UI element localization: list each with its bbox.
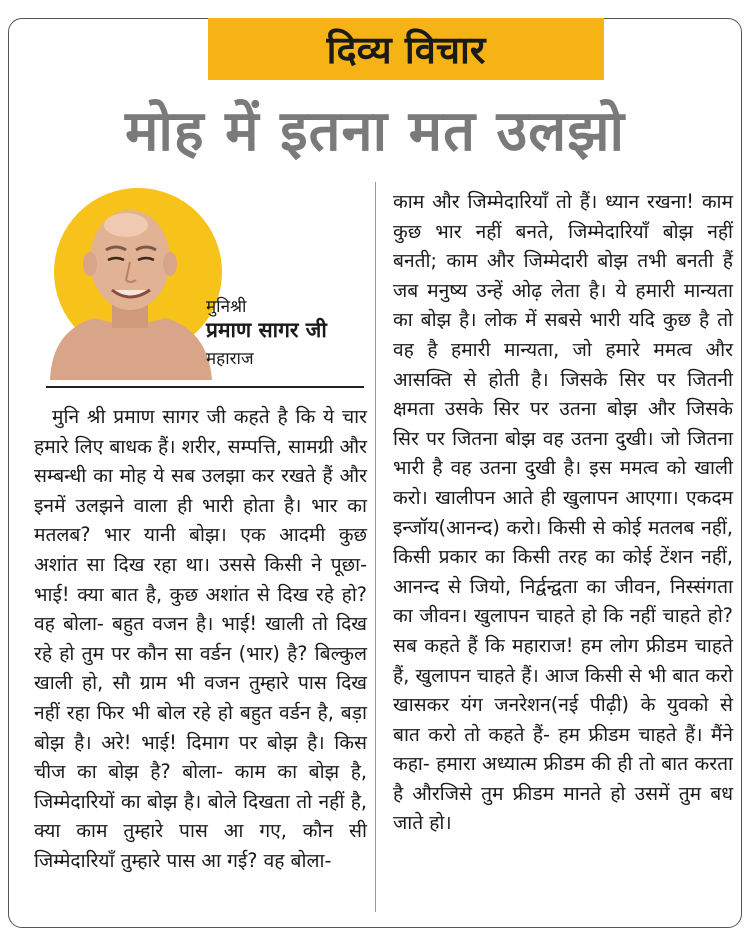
article-column-right: काम और जिम्मेदारियाँ तो हैं। ध्यान रखना! काम कुछ भार नहीं बनते, जिम्मेदारियाँ बोझ नहीं बनती; काम और जिम्मेदारी बोझ तभी बनती हैं जब मनुष्य उन्हें ओढ़ लेता है। ये हमारी मान्यता का बोझ है। लोक में सबसे भारी यदि कुछ है तो वह है हमारी मान्यता, जो हमारे ममत्व और आसक्ति से होती है। जिसके सिर पर जितनी क्षमता उसके सिर पर उतना बोझ और जिसके सिर पर जितना बोझ वह उतना दुखी। जो जितना भारी है वह उतना दुखी है। इस ममत्व को खाली करो। खालीपन आते ही खुलापन आएगा। एकदम इन्जॉय(आनन्द) करो। किसी से कोई मतलब नहीं, किसी प्रकार का किसी तरह का कोई टेंशन नहीं, आनन्द से जियो, निर्द्वन्द्वता का जीवन, निस्संगता का जीवन। खुलापन चाहते हो कि नहीं चाहते हो? सब कहते हैं कि महाराज! हम लोग फ्रीडम चाहते हैं, खुलापन चाहते हैं। आज किसी से भी बात करो खासकर यंग जनरेशन(नई पीढ़ी) के युवको से बात करो तो कहते हैं- हम फ्रीडम चाहते हैं। मैंने कहा- हमारा अध्यात्म फ्रीडम की ही तो बात करता है औरजिसे तुम फ्रीडम मानते हो उसमें तुम बध जाते हो। [393, 190, 733, 835]
byline-prefix: मुनिश्री [206, 297, 247, 317]
article-column-left: मुनि श्री प्रमाण सागर जी कहते है कि ये चार हमारे लिए बाधक हैं। शरीर, सम्पत्ति, सामग्री और सम्बन्धी का मोह ये सब उलझा कर रखते हैं और इनमें उलझने वाला ही भारी होता है। भार का मतलब? भार यानी बोझ। एक आदमी कुछ अशांत सा दिख रहा था। उससे किसी ने पूछा- भाई! क्या बात है, कुछ अशांत से दिख रहे हो? वह बोला- बहुत वजन है। भाई! खाली तो दिख रहे हो तुम पर कौन सा वर्डन (भार) है? बिल्कुल खाली हो, सौ ग्राम भी वजन तुम्हारे पास दिख नहीं रहा फिर भी बोल रहे हो बहुत वर्डन है, बड़ा बोझ है। अरे! भाई! दिमाग पर बोझ है। किस चीज का बोझ है? बोला- काम का बोझ है, जिम्मेदारियों का बोझ है। बोले दिखता तो नहीं है, क्या काम तुम्हारे पास आ गए, कौन सी जिम्मेदारियाँ तुम्हारे पास आ गई? वह बोला- [34, 405, 367, 872]
author-name: प्रमाण सागर जी [206, 318, 327, 342]
author-photo [40, 180, 220, 380]
section-label: दिव्य विचार [208, 18, 604, 80]
headline: मोह में इतना मत उलझो [124, 99, 626, 164]
author-portrait-block [40, 180, 370, 390]
column-divider [375, 182, 376, 912]
byline-suffix: महाराज [206, 349, 254, 369]
byline-divider [46, 386, 364, 388]
